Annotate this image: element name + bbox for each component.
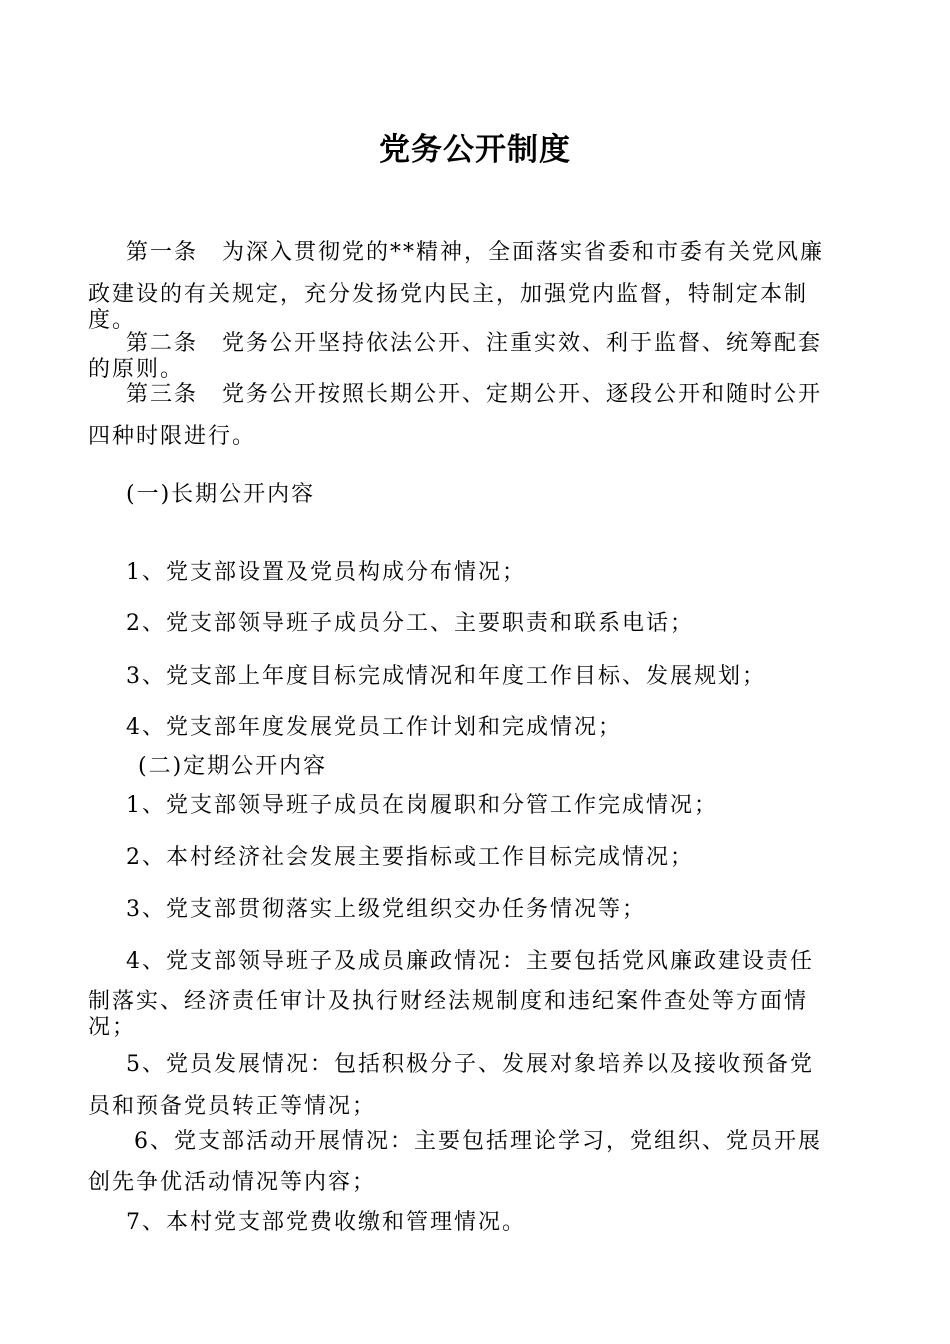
article-1-line-1: 第一条 为深入贯彻党的**精神，全面落实省委和市委有关党风廉	[126, 240, 825, 265]
article-2-line-2: 的原则。	[88, 357, 185, 382]
long-term-item-1: 1、党支部设置及党员构成分布情况；	[126, 560, 526, 585]
periodic-item-5-line-2: 员和预备党员转正等情况；	[88, 1094, 377, 1119]
periodic-item-4-line-3: 况；	[88, 1015, 137, 1040]
article-3-line-1: 第三条 党务公开按照长期公开、定期公开、逐段公开和随时公开	[126, 382, 823, 407]
long-term-item-3: 3、党支部上年度目标完成情况和年度工作目标、发展规划；	[126, 664, 766, 689]
article-1-line-3: 度。	[88, 308, 137, 333]
article-2-line-1: 第二条 党务公开坚持依法公开、注重实效、利于监督、统筹配套	[126, 331, 823, 356]
section-long-term-heading: (一)长期公开内容	[126, 482, 316, 507]
periodic-item-5-line-1: 5、党员发展情况：包括积极分子、发展对象培养以及接收预备党	[126, 1052, 814, 1077]
periodic-item-1: 1、党支部领导班子成员在岗履职和分管工作完成情况；	[126, 793, 718, 818]
periodic-item-4-line-1: 4、党支部领导班子及成员廉政情况：主要包括党风廉政建设责任	[126, 949, 814, 974]
periodic-item-6-line-1: 6、党支部活动开展情况：主要包括理论学习，党组织、党员开展	[134, 1129, 822, 1154]
periodic-item-4-line-2: 制落实、经济责任审计及执行财经法规制度和违纪案件查处等方面情	[88, 989, 809, 1014]
article-1-line-2: 政建设的有关规定，充分发扬党内民主，加强党内监督，特制定本制	[88, 282, 809, 307]
periodic-item-7: 7、本村党支部党费收缴和管理情况。	[126, 1210, 526, 1235]
periodic-item-6-line-2: 创先争优活动情况等内容；	[88, 1170, 377, 1195]
long-term-item-4: 4、党支部年度发展党员工作计划和完成情况；	[126, 715, 622, 740]
article-3-line-2: 四种时限进行。	[88, 424, 257, 449]
periodic-item-2: 2、本村经济社会发展主要指标或工作目标完成情况；	[126, 845, 694, 870]
section-periodic-heading: (二)定期公开内容	[138, 754, 328, 779]
long-term-item-2: 2、党支部领导班子成员分工、主要职责和联系电话；	[126, 611, 694, 636]
document-title: 党务公开制度	[379, 132, 571, 168]
periodic-item-3: 3、党支部贯彻落实上级党组织交办任务情况等；	[126, 897, 646, 922]
